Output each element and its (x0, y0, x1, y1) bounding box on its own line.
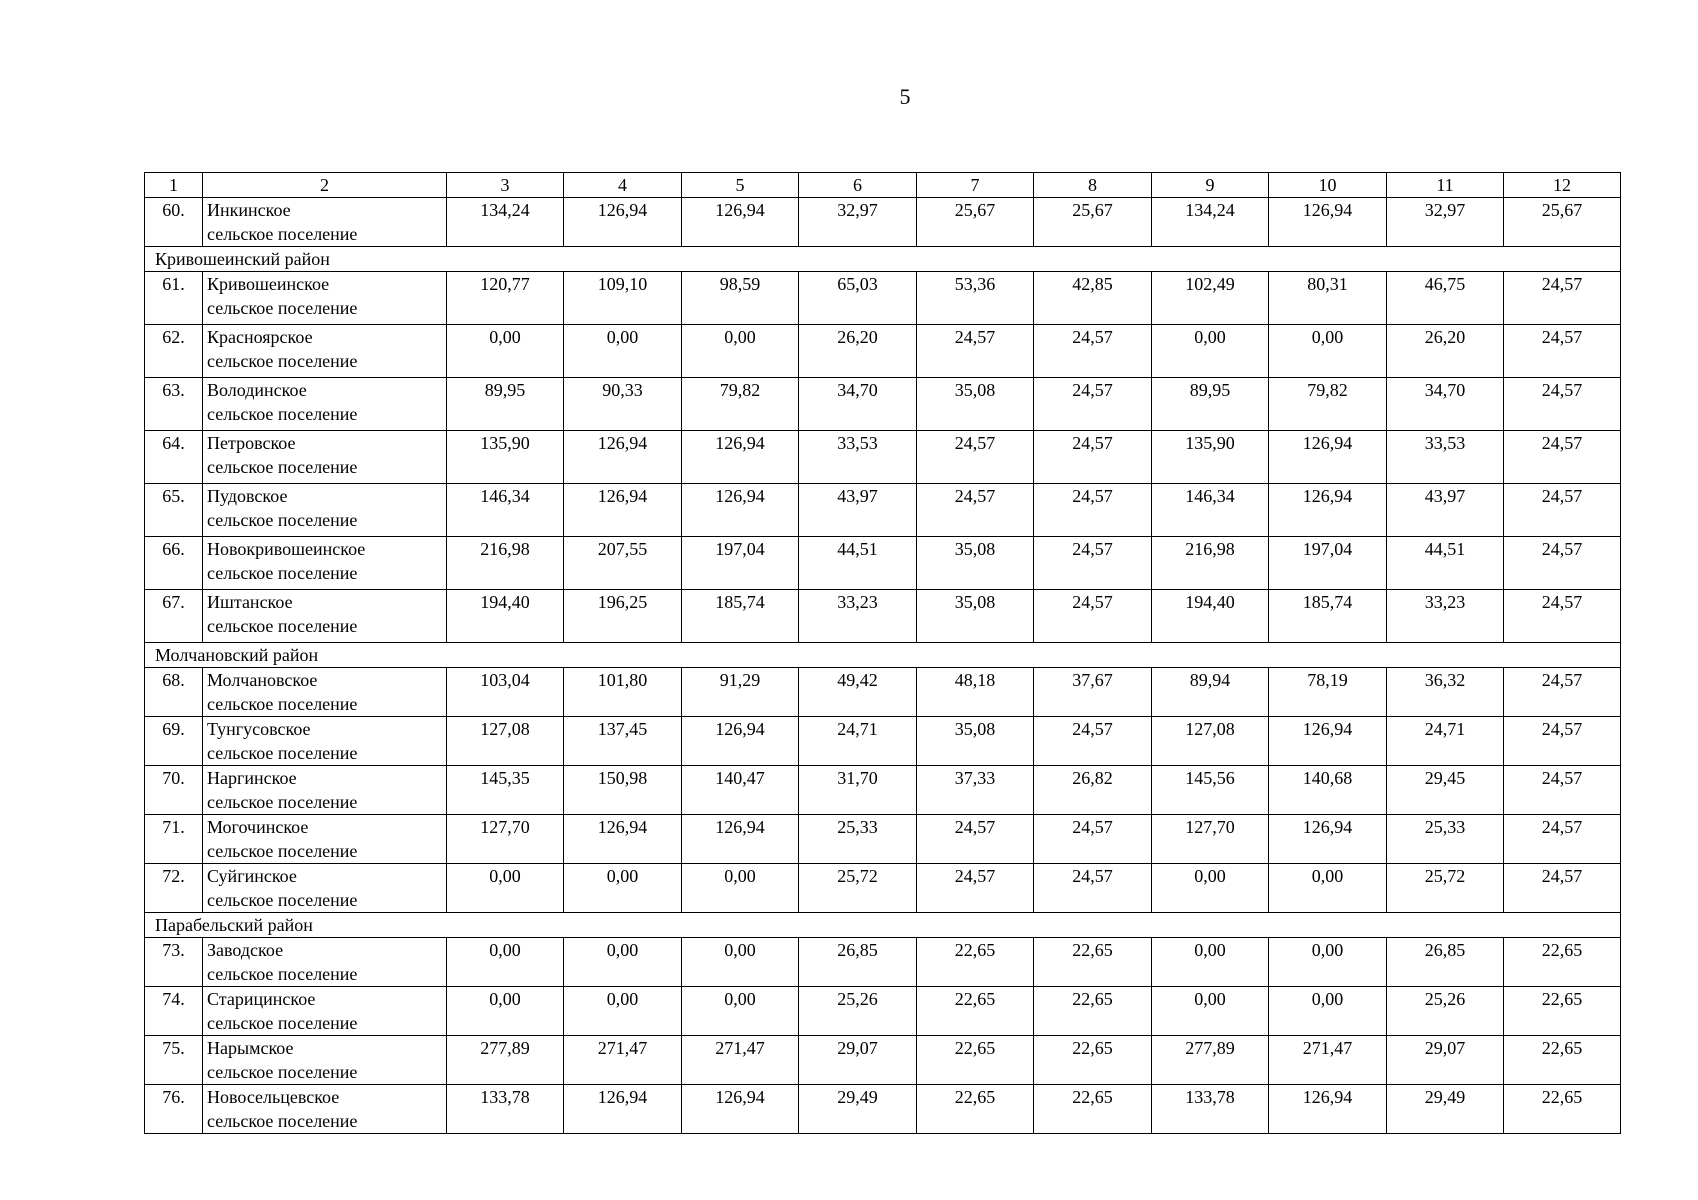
settlement-name-line-1: Суйгинское (207, 866, 297, 886)
cell-col-11: 26,20 (1387, 325, 1504, 378)
settlement-name-line-2: сельское поселение (207, 298, 358, 318)
cell-col-9: 127,70 (1152, 815, 1269, 864)
cell-col-12: 25,67 (1504, 198, 1621, 247)
cell-col-5: 0,00 (682, 325, 799, 378)
settlement-name (203, 378, 447, 431)
cell-col-10: 0,00 (1269, 864, 1387, 913)
cell-col-10: 79,82 (1269, 378, 1387, 431)
row-number: 76. (145, 1085, 203, 1134)
cell-col-3: 0,00 (447, 938, 564, 987)
cell-col-12: 24,57 (1504, 815, 1621, 864)
column-header-3: 3 (447, 173, 564, 198)
settlement-name-line-2: сельское поселение (207, 694, 358, 714)
settlement-name-line-2: сельское поселение (207, 792, 358, 812)
settlement-name-line-1: Тунгусовское (207, 719, 311, 739)
cell-col-3: 277,89 (447, 1036, 564, 1085)
settlement-name (203, 325, 447, 378)
cell-col-5: 126,94 (682, 717, 799, 766)
cell-col-12: 22,65 (1504, 1085, 1621, 1134)
settlement-name (203, 766, 447, 815)
cell-col-5: 197,04 (682, 537, 799, 590)
settlement-name-line-1: Петровское (207, 433, 296, 453)
settlement-name-line-1: Молчановское (207, 670, 318, 690)
column-header-8: 8 (1034, 173, 1152, 198)
cell-col-7: 35,08 (917, 537, 1034, 590)
settlement-name-line-2: сельское поселение (207, 1013, 358, 1033)
cell-col-6: 34,70 (799, 378, 917, 431)
cell-col-3: 0,00 (447, 987, 564, 1036)
cell-col-12: 22,65 (1504, 938, 1621, 987)
settlement-name-line-2: сельское поселение (207, 224, 358, 244)
cell-col-8: 24,57 (1034, 484, 1152, 537)
settlement-name-line-1: Кривошеинское (207, 274, 330, 294)
cell-col-12: 24,57 (1504, 864, 1621, 913)
row-number: 73. (145, 938, 203, 987)
cell-col-3: 89,95 (447, 378, 564, 431)
cell-col-6: 43,97 (799, 484, 917, 537)
table-row (145, 325, 1621, 378)
table-row (145, 431, 1621, 484)
cell-col-9: 0,00 (1152, 987, 1269, 1036)
cell-col-6: 25,72 (799, 864, 917, 913)
settlement-name-line-2: сельское поселение (207, 616, 358, 636)
cell-col-8: 24,57 (1034, 325, 1152, 378)
cell-col-10: 185,74 (1269, 590, 1387, 643)
cell-col-10: 126,94 (1269, 815, 1387, 864)
table-row (145, 590, 1621, 643)
cell-col-7: 37,33 (917, 766, 1034, 815)
settlement-name (203, 198, 447, 247)
row-number: 71. (145, 815, 203, 864)
settlement-name (203, 537, 447, 590)
column-header-9: 9 (1152, 173, 1269, 198)
cell-col-6: 33,53 (799, 431, 917, 484)
cell-col-3: 194,40 (447, 590, 564, 643)
cell-col-3: 127,08 (447, 717, 564, 766)
cell-col-6: 49,42 (799, 668, 917, 717)
row-number: 70. (145, 766, 203, 815)
cell-col-4: 137,45 (564, 717, 682, 766)
settlement-name (203, 1085, 447, 1134)
cell-col-10: 271,47 (1269, 1036, 1387, 1085)
cell-col-12: 24,57 (1504, 717, 1621, 766)
settlement-name-line-2: сельское поселение (207, 1111, 358, 1131)
cell-col-8: 37,67 (1034, 668, 1152, 717)
cell-col-11: 29,45 (1387, 766, 1504, 815)
cell-col-12: 24,57 (1504, 325, 1621, 378)
table-row (145, 987, 1621, 1036)
data-table (144, 172, 1621, 1134)
cell-col-9: 216,98 (1152, 537, 1269, 590)
cell-col-9: 145,56 (1152, 766, 1269, 815)
cell-col-5: 126,94 (682, 1085, 799, 1134)
cell-col-6: 44,51 (799, 537, 917, 590)
cell-col-8: 24,57 (1034, 717, 1152, 766)
cell-col-6: 31,70 (799, 766, 917, 815)
table-row (145, 484, 1621, 537)
cell-col-6: 25,33 (799, 815, 917, 864)
table-row (145, 815, 1621, 864)
table-row (145, 1036, 1621, 1085)
settlement-name-line-1: Наргинское (207, 768, 297, 788)
cell-col-8: 24,57 (1034, 590, 1152, 643)
cell-col-9: 127,08 (1152, 717, 1269, 766)
cell-col-8: 26,82 (1034, 766, 1152, 815)
section-row (145, 913, 1621, 938)
cell-col-5: 0,00 (682, 864, 799, 913)
cell-col-10: 78,19 (1269, 668, 1387, 717)
cell-col-9: 146,34 (1152, 484, 1269, 537)
cell-col-3: 134,24 (447, 198, 564, 247)
table-row (145, 938, 1621, 987)
cell-col-11: 26,85 (1387, 938, 1504, 987)
cell-col-6: 33,23 (799, 590, 917, 643)
cell-col-10: 0,00 (1269, 938, 1387, 987)
cell-col-10: 80,31 (1269, 272, 1387, 325)
cell-col-10: 197,04 (1269, 537, 1387, 590)
cell-col-5: 185,74 (682, 590, 799, 643)
row-number: 63. (145, 378, 203, 431)
cell-col-11: 36,32 (1387, 668, 1504, 717)
section-row (145, 643, 1621, 668)
cell-col-8: 22,65 (1034, 1036, 1152, 1085)
cell-col-3: 135,90 (447, 431, 564, 484)
settlement-name (203, 864, 447, 913)
cell-col-12: 24,57 (1504, 272, 1621, 325)
cell-col-5: 126,94 (682, 198, 799, 247)
settlement-name-line-2: сельское поселение (207, 510, 358, 530)
cell-col-8: 24,57 (1034, 378, 1152, 431)
settlement-name-line-2: сельское поселение (207, 404, 358, 424)
cell-col-11: 46,75 (1387, 272, 1504, 325)
cell-col-9: 194,40 (1152, 590, 1269, 643)
cell-col-3: 103,04 (447, 668, 564, 717)
cell-col-12: 24,57 (1504, 590, 1621, 643)
settlement-name-line-1: Пудовское (207, 486, 288, 506)
settlement-name (203, 484, 447, 537)
cell-col-3: 133,78 (447, 1085, 564, 1134)
cell-col-7: 24,57 (917, 864, 1034, 913)
settlement-name-line-2: сельское поселение (207, 1062, 358, 1082)
cell-col-11: 25,33 (1387, 815, 1504, 864)
cell-col-3: 145,35 (447, 766, 564, 815)
cell-col-5: 126,94 (682, 484, 799, 537)
cell-col-9: 134,24 (1152, 198, 1269, 247)
cell-col-7: 35,08 (917, 717, 1034, 766)
cell-col-4: 101,80 (564, 668, 682, 717)
cell-col-9: 89,95 (1152, 378, 1269, 431)
cell-col-7: 24,57 (917, 815, 1034, 864)
settlement-name (203, 431, 447, 484)
cell-col-7: 24,57 (917, 325, 1034, 378)
cell-col-12: 24,57 (1504, 431, 1621, 484)
cell-col-9: 0,00 (1152, 864, 1269, 913)
cell-col-4: 109,10 (564, 272, 682, 325)
settlement-name (203, 272, 447, 325)
settlement-name-line-1: Новосельцевское (207, 1087, 340, 1107)
section-row (145, 247, 1621, 272)
table-row (145, 1085, 1621, 1134)
cell-col-8: 24,57 (1034, 864, 1152, 913)
cell-col-7: 22,65 (917, 987, 1034, 1036)
settlement-name-line-2: сельское поселение (207, 563, 358, 583)
table-row (145, 717, 1621, 766)
cell-col-9: 133,78 (1152, 1085, 1269, 1134)
cell-col-7: 22,65 (917, 1085, 1034, 1134)
column-header-12: 12 (1504, 173, 1621, 198)
cell-col-5: 0,00 (682, 987, 799, 1036)
settlement-name-line-1: Заводское (207, 940, 284, 960)
cell-col-8: 22,65 (1034, 938, 1152, 987)
settlement-name (203, 717, 447, 766)
page-number: 5 (899, 84, 911, 109)
cell-col-12: 24,57 (1504, 537, 1621, 590)
cell-col-4: 126,94 (564, 431, 682, 484)
cell-col-3: 0,00 (447, 864, 564, 913)
cell-col-9: 89,94 (1152, 668, 1269, 717)
settlement-name-line-2: сельское поселение (207, 841, 358, 861)
cell-col-3: 127,70 (447, 815, 564, 864)
table-row (145, 198, 1621, 247)
table-row (145, 378, 1621, 431)
cell-col-4: 150,98 (564, 766, 682, 815)
cell-col-5: 271,47 (682, 1036, 799, 1085)
cell-col-10: 0,00 (1269, 987, 1387, 1036)
row-number: 61. (145, 272, 203, 325)
cell-col-12: 22,65 (1504, 1036, 1621, 1085)
cell-col-4: 0,00 (564, 325, 682, 378)
column-header-11: 11 (1387, 173, 1504, 198)
settlement-name (203, 1036, 447, 1085)
cell-col-8: 24,57 (1034, 815, 1152, 864)
row-number: 67. (145, 590, 203, 643)
cell-col-12: 24,57 (1504, 378, 1621, 431)
column-header-1: 1 (145, 173, 203, 198)
cell-col-7: 35,08 (917, 590, 1034, 643)
cell-col-4: 196,25 (564, 590, 682, 643)
cell-col-10: 140,68 (1269, 766, 1387, 815)
cell-col-7: 24,57 (917, 431, 1034, 484)
column-header-6: 6 (799, 173, 917, 198)
cell-col-9: 277,89 (1152, 1036, 1269, 1085)
cell-col-3: 0,00 (447, 325, 564, 378)
cell-col-6: 29,07 (799, 1036, 917, 1085)
cell-col-6: 65,03 (799, 272, 917, 325)
column-header-5: 5 (682, 173, 799, 198)
cell-col-10: 0,00 (1269, 325, 1387, 378)
cell-col-10: 126,94 (1269, 198, 1387, 247)
cell-col-11: 33,23 (1387, 590, 1504, 643)
cell-col-6: 26,85 (799, 938, 917, 987)
cell-col-8: 22,65 (1034, 987, 1152, 1036)
row-number: 65. (145, 484, 203, 537)
cell-col-9: 102,49 (1152, 272, 1269, 325)
section-label: Парабельский район (145, 913, 1621, 938)
row-number: 64. (145, 431, 203, 484)
cell-col-10: 126,94 (1269, 717, 1387, 766)
cell-col-5: 98,59 (682, 272, 799, 325)
cell-col-12: 24,57 (1504, 668, 1621, 717)
cell-col-8: 25,67 (1034, 198, 1152, 247)
cell-col-6: 32,97 (799, 198, 917, 247)
cell-col-8: 24,57 (1034, 431, 1152, 484)
column-header-10: 10 (1269, 173, 1387, 198)
settlement-name (203, 938, 447, 987)
cell-col-5: 140,47 (682, 766, 799, 815)
header-row (145, 173, 1621, 198)
settlement-name-line-1: Могочинское (207, 817, 309, 837)
cell-col-4: 271,47 (564, 1036, 682, 1085)
table-row (145, 668, 1621, 717)
cell-col-9: 0,00 (1152, 325, 1269, 378)
cell-col-8: 42,85 (1034, 272, 1152, 325)
cell-col-4: 126,94 (564, 484, 682, 537)
cell-col-12: 22,65 (1504, 987, 1621, 1036)
cell-col-4: 126,94 (564, 1085, 682, 1134)
cell-col-9: 0,00 (1152, 938, 1269, 987)
cell-col-11: 25,26 (1387, 987, 1504, 1036)
settlement-name-line-1: Новокривошеинское (207, 539, 366, 559)
cell-col-11: 29,49 (1387, 1085, 1504, 1134)
cell-col-11: 29,07 (1387, 1036, 1504, 1085)
table-row (145, 766, 1621, 815)
cell-col-7: 24,57 (917, 484, 1034, 537)
cell-col-11: 44,51 (1387, 537, 1504, 590)
column-header-4: 4 (564, 173, 682, 198)
cell-col-6: 25,26 (799, 987, 917, 1036)
cell-col-12: 24,57 (1504, 766, 1621, 815)
settlement-name-line-2: сельское поселение (207, 743, 358, 763)
cell-col-6: 26,20 (799, 325, 917, 378)
cell-col-3: 120,77 (447, 272, 564, 325)
cell-col-4: 0,00 (564, 938, 682, 987)
cell-col-5: 126,94 (682, 815, 799, 864)
settlement-name (203, 590, 447, 643)
cell-col-7: 25,67 (917, 198, 1034, 247)
section-label: Кривошеинский район (145, 247, 1621, 272)
settlement-name-line-1: Старицинское (207, 989, 316, 1009)
settlement-name-line-1: Инкинское (207, 200, 291, 220)
column-header-7: 7 (917, 173, 1034, 198)
cell-col-4: 207,55 (564, 537, 682, 590)
table-row (145, 864, 1621, 913)
cell-col-7: 48,18 (917, 668, 1034, 717)
settlement-name-line-2: сельское поселение (207, 351, 358, 371)
table-row (145, 537, 1621, 590)
table-body (145, 198, 1621, 1134)
settlement-name (203, 668, 447, 717)
column-header-2: 2 (203, 173, 447, 198)
cell-col-6: 29,49 (799, 1085, 917, 1134)
cell-col-5: 91,29 (682, 668, 799, 717)
row-number: 60. (145, 198, 203, 247)
cell-col-8: 24,57 (1034, 537, 1152, 590)
cell-col-10: 126,94 (1269, 484, 1387, 537)
cell-col-5: 79,82 (682, 378, 799, 431)
settlement-name-line-1: Нарымское (207, 1038, 294, 1058)
cell-col-11: 25,72 (1387, 864, 1504, 913)
cell-col-9: 135,90 (1152, 431, 1269, 484)
cell-col-5: 126,94 (682, 431, 799, 484)
cell-col-6: 24,71 (799, 717, 917, 766)
cell-col-7: 53,36 (917, 272, 1034, 325)
cell-col-10: 126,94 (1269, 1085, 1387, 1134)
table-header (145, 173, 1621, 198)
cell-col-11: 33,53 (1387, 431, 1504, 484)
cell-col-7: 22,65 (917, 938, 1034, 987)
settlement-name-line-2: сельское поселение (207, 457, 358, 477)
cell-col-4: 126,94 (564, 198, 682, 247)
cell-col-11: 43,97 (1387, 484, 1504, 537)
row-number: 72. (145, 864, 203, 913)
cell-col-4: 0,00 (564, 864, 682, 913)
cell-col-3: 216,98 (447, 537, 564, 590)
settlement-name-line-1: Иштанское (207, 592, 293, 612)
cell-col-11: 34,70 (1387, 378, 1504, 431)
row-number: 74. (145, 987, 203, 1036)
settlement-name-line-1: Красноярское (207, 327, 313, 347)
section-label: Молчановский район (145, 643, 1621, 668)
cell-col-7: 22,65 (917, 1036, 1034, 1085)
cell-col-4: 126,94 (564, 815, 682, 864)
settlement-name (203, 815, 447, 864)
row-number: 75. (145, 1036, 203, 1085)
cell-col-8: 22,65 (1034, 1085, 1152, 1134)
cell-col-3: 146,34 (447, 484, 564, 537)
row-number: 69. (145, 717, 203, 766)
cell-col-7: 35,08 (917, 378, 1034, 431)
settlement-name-line-2: сельское поселение (207, 890, 358, 910)
cell-col-11: 24,71 (1387, 717, 1504, 766)
table-row (145, 272, 1621, 325)
row-number: 68. (145, 668, 203, 717)
cell-col-4: 90,33 (564, 378, 682, 431)
row-number: 62. (145, 325, 203, 378)
cell-col-5: 0,00 (682, 938, 799, 987)
settlement-name-line-2: сельское поселение (207, 964, 358, 984)
cell-col-4: 0,00 (564, 987, 682, 1036)
settlement-name (203, 987, 447, 1036)
cell-col-12: 24,57 (1504, 484, 1621, 537)
settlement-name-line-1: Володинское (207, 380, 307, 400)
cell-col-11: 32,97 (1387, 198, 1504, 247)
row-number: 66. (145, 537, 203, 590)
cell-col-10: 126,94 (1269, 431, 1387, 484)
